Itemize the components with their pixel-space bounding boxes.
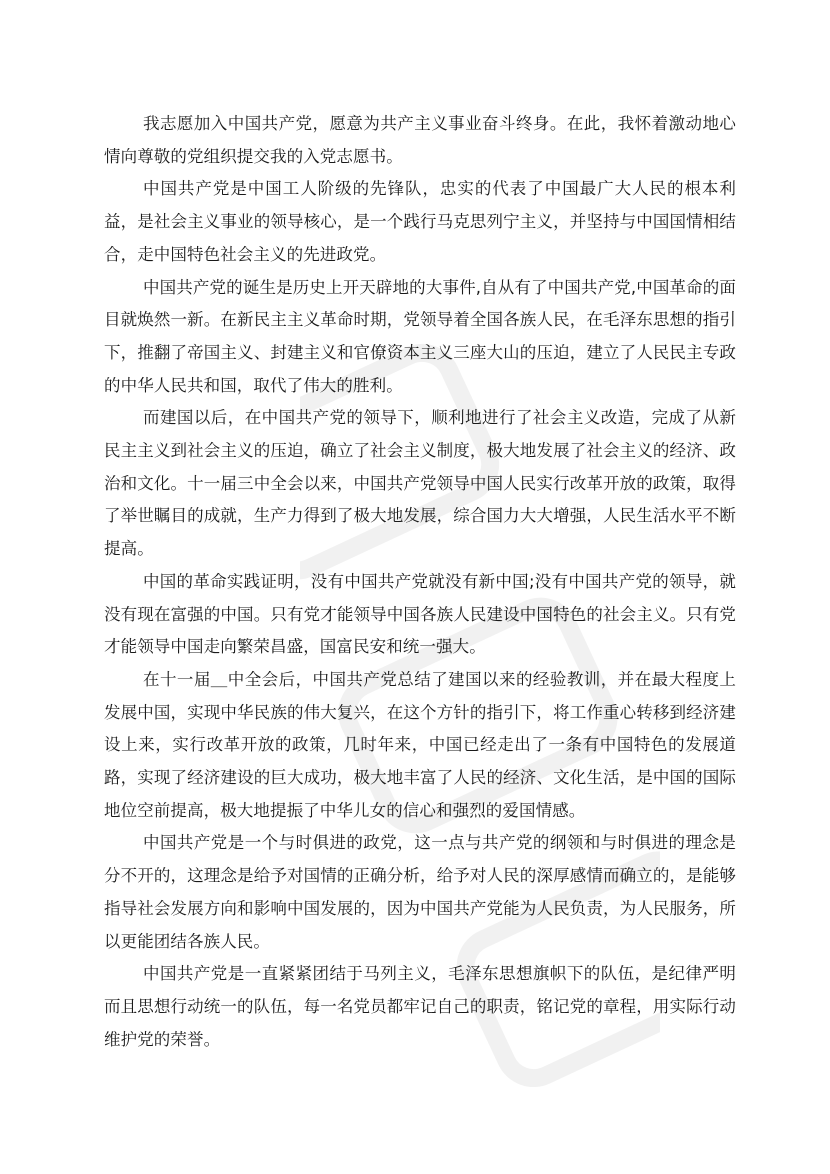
paragraph-8: 中国共产党是一直紧紧团结于马列主义，毛泽东思想旗帜下的队伍，是纪律严明而且思想行动统一的队伍，每一名党员都牢记自己的职责，铭记党的章程，用实际行动维护党的荣誉。 [104, 964, 736, 1049]
document-body [104, 108, 736, 1056]
paragraph-1: 我志愿加入中国共产党，愿意为共产主义事业奋斗终身。在此，我怀着激动地心情向尊敬的党组织提交我的入党志愿书。 [104, 114, 736, 166]
paragraph-2: 中国共产党是中国工人阶级的先锋队，忠实的代表了中国最广大人民的根本利益，是社会主义事业的领导核心，是一个践行马克思列宁主义，并坚持与中国国情相结合，走中国特色社会主义的先进政党。 [104, 179, 736, 264]
paragraph-3: 中国共产党的诞生是历史上开天辟地的大事件,自从有了中国共产党,中国革命的面目就焕然一新。在新民主主义革命时期，党领导着全国各族人民，在毛泽东思想的指引下，推翻了帝国主义、封建主义和官僚资本主义三座大山的压迫，建立了人民民主专政的中华人民共和国，取代了伟大的胜利。 [104, 277, 736, 395]
paragraph-6: 在十一届＿中全会后，中国共产党总结了建国以来的经验教训，并在最大程度上发展中国，实现中华民族的伟大复兴，在这个方针的指引下，将工作重心转移到经济建设上来，实行改革开放的政策，几时年来，中国已经走出了一条有中国特色的发展道路，实现了经济建设的巨大成功，极大地丰富了人民的经济、文化生活，是中国的国际地位空前提高，极大地提振了中华儿女的信心和强烈的爱国情感。 [104, 669, 736, 820]
paragraph-4: 而建国以后，在中国共产党的领导下，顺利地进行了社会主义改造，完成了从新民主主义到社会主义的压迫，确立了社会主义制度，极大地发展了社会主义的经济、政治和文化。十一届三中全会以来，中国共产党领导中国人民实行改革开放的政策，取得了举世瞩目的成就，生产力得到了极大地发展，综合国力大大增强，人民生活水平不断提高。 [104, 408, 736, 559]
paragraph-7: 中国共产党是一个与时俱进的政党，这一点与共产党的纲领和与时俱进的理念是分不开的，这理念是给予对国情的正确分析，给予对人民的深厚感情而确立的，是能够指导社会发展方向和影响中国发展的，因为中国共产党能为人民负责，为人民服务，所以更能团结各族人民。 [104, 833, 736, 951]
paragraph-5: 中国的革命实践证明，没有中国共产党就没有新中国;没有中国共产党的领导，就没有现在富强的中国。只有党才能领导中国各族人民建设中国特色的社会主义。只有党才能领导中国走向繁荣昌盛，国富民安和统一强大。 [104, 571, 736, 657]
